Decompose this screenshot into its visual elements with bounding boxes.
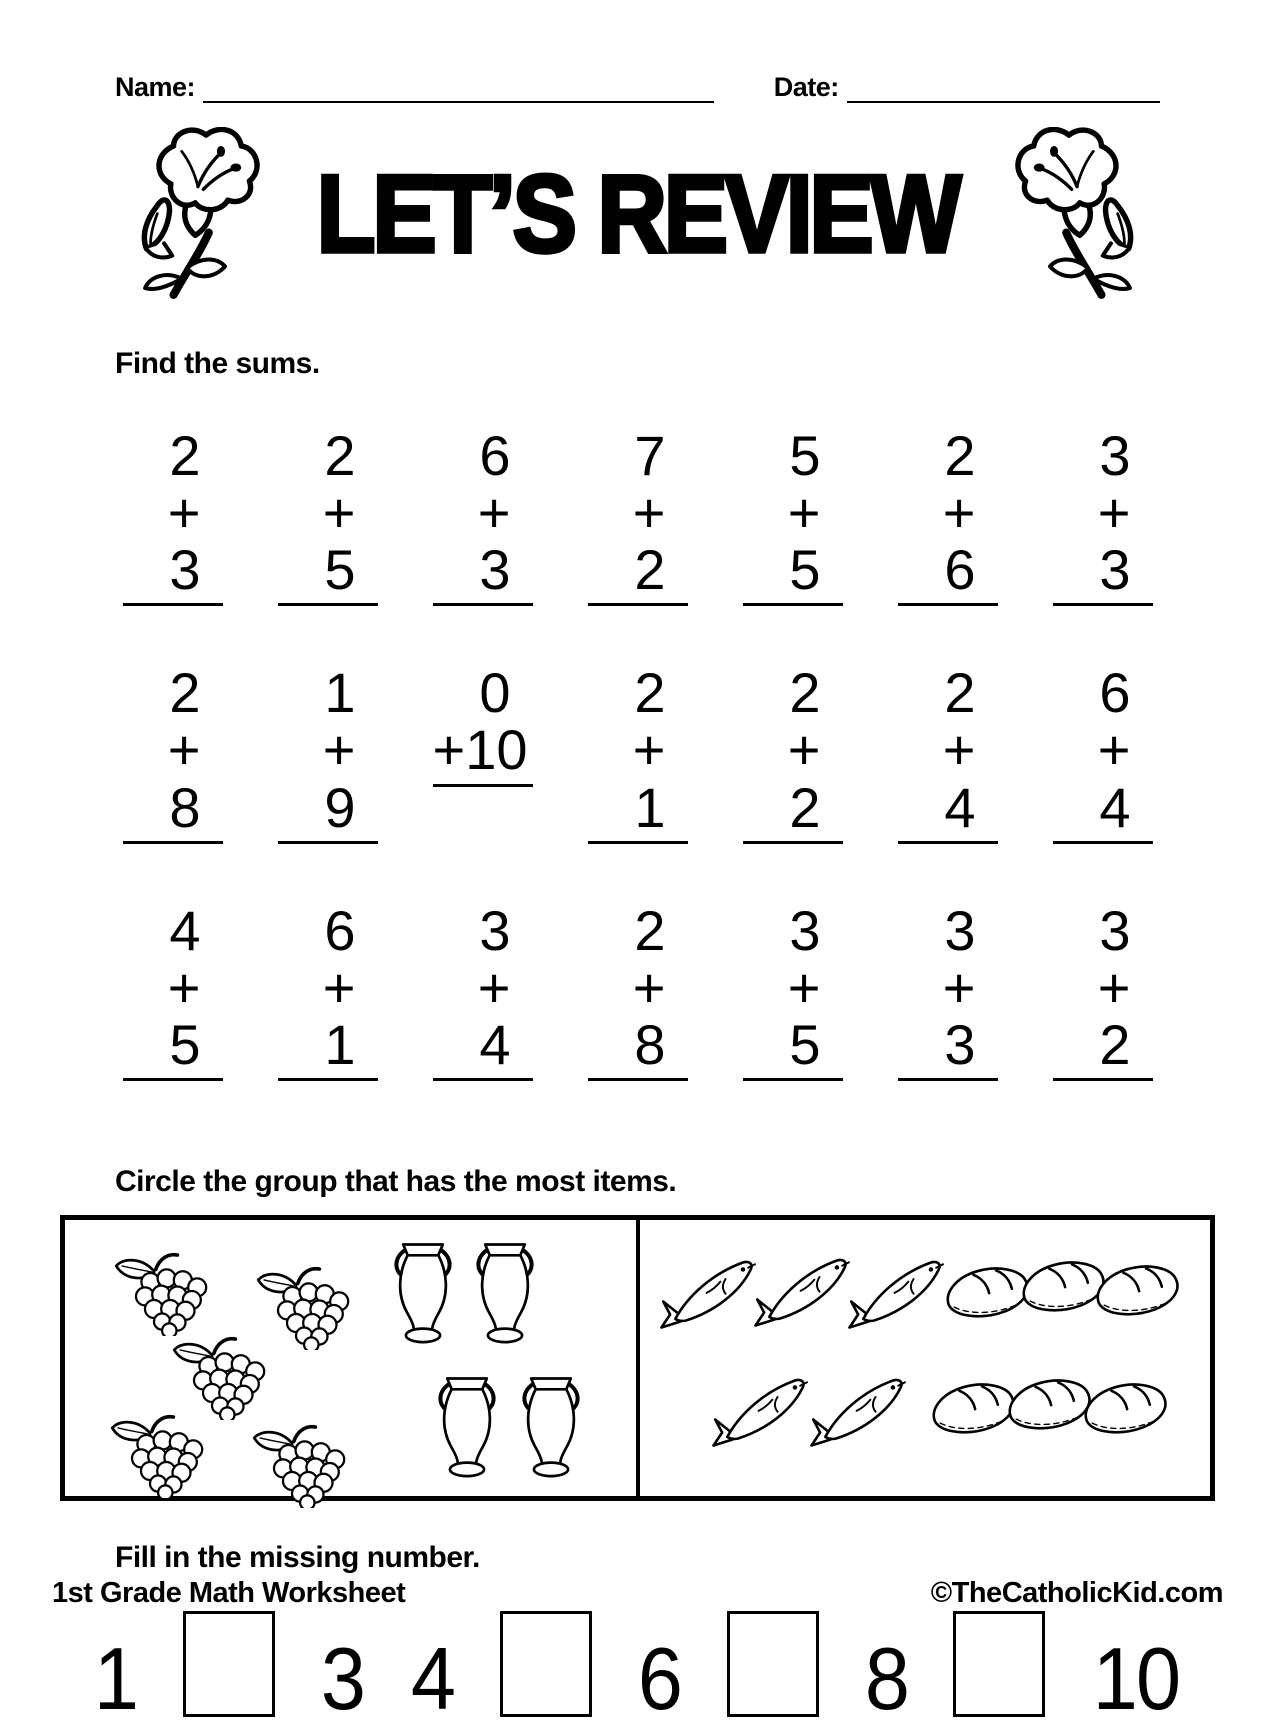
addition-problem bbox=[898, 661, 998, 843]
items-panel-left[interactable] bbox=[65, 1220, 640, 1496]
addition-problem bbox=[743, 661, 843, 843]
addend-top: 2 bbox=[169, 661, 201, 725]
sums-row bbox=[95, 661, 1180, 843]
addition-problem bbox=[1053, 661, 1153, 843]
footer-left-text: 1st Grade Math Worksheet bbox=[52, 1577, 406, 1609]
items-panel-right[interactable] bbox=[640, 1220, 1211, 1496]
footer-credit: ©TheCatholicKid.com bbox=[930, 1577, 1223, 1609]
date-field bbox=[774, 72, 1160, 103]
addend-bottom: + 4 bbox=[433, 959, 533, 1081]
addend-top: 2 bbox=[944, 661, 976, 725]
addend-bottom: + 9 bbox=[278, 721, 378, 843]
addend-bottom: + 2 bbox=[743, 721, 843, 843]
addend-bottom: + 5 bbox=[743, 484, 843, 606]
title-row bbox=[0, 117, 1275, 313]
grapes-icon[interactable] bbox=[167, 1330, 275, 1420]
sequence-number: 6 bbox=[637, 1629, 681, 1728]
addend-top: 3 bbox=[789, 898, 821, 962]
addition-problem bbox=[123, 424, 223, 606]
vase-icon[interactable] bbox=[469, 1238, 541, 1350]
number-sequence bbox=[92, 1609, 1183, 1728]
addition-problem bbox=[898, 898, 998, 1081]
answer-box[interactable] bbox=[183, 1611, 275, 1717]
grapes-icon[interactable] bbox=[105, 1408, 213, 1498]
footer bbox=[0, 1577, 1275, 1610]
addition-problem bbox=[1053, 898, 1153, 1081]
vase-icon[interactable] bbox=[387, 1238, 459, 1350]
sums-grid bbox=[95, 424, 1180, 1081]
page-title: LET’S REVIEW bbox=[316, 153, 959, 276]
addition-problem bbox=[433, 898, 533, 1081]
circle-group-section bbox=[0, 1165, 1275, 1501]
lily-flower-icon bbox=[998, 127, 1148, 303]
addend-top: 2 bbox=[634, 898, 666, 962]
date-line[interactable] bbox=[847, 73, 1160, 103]
addend-top: 2 bbox=[169, 424, 201, 487]
addend-top: 1 bbox=[324, 661, 356, 725]
sums-section bbox=[0, 347, 1275, 1081]
fish-icon[interactable] bbox=[846, 1250, 950, 1334]
addend-top: 7 bbox=[634, 424, 666, 487]
addend-bottom: + 8 bbox=[123, 721, 223, 843]
addend-bottom: + 2 bbox=[1053, 959, 1153, 1081]
addition-problem bbox=[743, 424, 843, 606]
addend-bottom: + 4 bbox=[1053, 721, 1153, 843]
addend-top: 3 bbox=[944, 898, 976, 962]
addend-bottom: + 2 bbox=[588, 484, 688, 606]
addend-top: 5 bbox=[789, 424, 821, 487]
addition-problem bbox=[433, 424, 533, 606]
addition-problem bbox=[278, 661, 378, 843]
sequence-number: 10 bbox=[1092, 1629, 1180, 1728]
items-box bbox=[60, 1215, 1215, 1501]
addend-top: 2 bbox=[789, 661, 821, 725]
addend-bottom: + 4 bbox=[898, 721, 998, 843]
addition-problem bbox=[588, 898, 688, 1081]
sequence-number: 3 bbox=[320, 1629, 364, 1728]
sums-instruction: Find the sums. bbox=[115, 347, 320, 380]
sums-row bbox=[95, 424, 1180, 606]
addition-problem bbox=[588, 661, 688, 843]
addition-problem bbox=[123, 661, 223, 843]
addend-bottom: + 1 bbox=[588, 721, 688, 843]
fish-icon[interactable] bbox=[752, 1248, 856, 1332]
sequence-number: 4 bbox=[411, 1629, 455, 1728]
bread-icon[interactable] bbox=[1080, 1378, 1176, 1442]
answer-box[interactable] bbox=[953, 1611, 1045, 1717]
fish-icon[interactable] bbox=[710, 1368, 814, 1452]
addend-top: 6 bbox=[479, 424, 511, 487]
addition-problem bbox=[588, 424, 688, 606]
addend-top: 3 bbox=[479, 898, 511, 962]
addition-problem bbox=[743, 898, 843, 1081]
addend-top: 2 bbox=[944, 424, 976, 487]
addend-bottom: + 3 bbox=[433, 484, 533, 606]
name-field bbox=[115, 72, 714, 103]
answer-box[interactable] bbox=[500, 1611, 592, 1717]
addend-top: 2 bbox=[324, 424, 356, 487]
answer-box[interactable] bbox=[727, 1611, 819, 1717]
addition-problem bbox=[432, 661, 533, 843]
fish-icon[interactable] bbox=[658, 1250, 762, 1334]
addend-top: 6 bbox=[324, 898, 356, 962]
addend-bottom: + 5 bbox=[123, 959, 223, 1081]
date-label: Date: bbox=[773, 72, 839, 102]
sums-row bbox=[95, 898, 1180, 1081]
addend-bottom: + 3 bbox=[123, 484, 223, 606]
addend-bottom: + 8 bbox=[588, 959, 688, 1081]
circle-group-instruction: Circle the group that has the most items. bbox=[115, 1164, 677, 1198]
name-label: Name: bbox=[115, 72, 196, 102]
addend-bottom: + 3 bbox=[1053, 484, 1153, 606]
addend-bottom: + 5 bbox=[743, 959, 843, 1081]
addend-bottom: +10 bbox=[433, 721, 533, 786]
header-fields bbox=[115, 72, 1160, 103]
addend-bottom: + 5 bbox=[278, 484, 378, 606]
addition-problem bbox=[278, 424, 378, 606]
addend-top: 0 bbox=[479, 661, 511, 725]
fish-icon[interactable] bbox=[808, 1368, 912, 1452]
addend-bottom: + 1 bbox=[278, 959, 378, 1081]
addend-bottom: + 6 bbox=[898, 484, 998, 606]
addition-problem bbox=[898, 424, 998, 606]
missing-number-section bbox=[0, 1540, 1275, 1728]
grapes-icon[interactable] bbox=[247, 1418, 355, 1508]
addend-top: 3 bbox=[1099, 898, 1131, 962]
addend-top: 4 bbox=[169, 898, 201, 962]
addition-problem bbox=[1053, 424, 1153, 606]
lily-flower-icon bbox=[127, 127, 277, 303]
addend-top: 6 bbox=[1099, 661, 1131, 725]
grapes-icon[interactable] bbox=[109, 1246, 217, 1336]
sequence-number: 8 bbox=[864, 1629, 908, 1728]
addend-top: 2 bbox=[634, 661, 666, 725]
missing-number-instruction: Fill in the missing number. bbox=[115, 1540, 480, 1574]
addition-problem bbox=[278, 898, 378, 1081]
addend-top: 3 bbox=[1099, 424, 1131, 487]
vase-icon[interactable] bbox=[515, 1372, 587, 1484]
addition-problem bbox=[123, 898, 223, 1081]
addend-bottom: + 3 bbox=[898, 959, 998, 1081]
sequence-number: 1 bbox=[93, 1629, 138, 1728]
name-line[interactable] bbox=[203, 73, 714, 103]
vase-icon[interactable] bbox=[431, 1372, 503, 1484]
bread-icon[interactable] bbox=[1092, 1260, 1188, 1324]
